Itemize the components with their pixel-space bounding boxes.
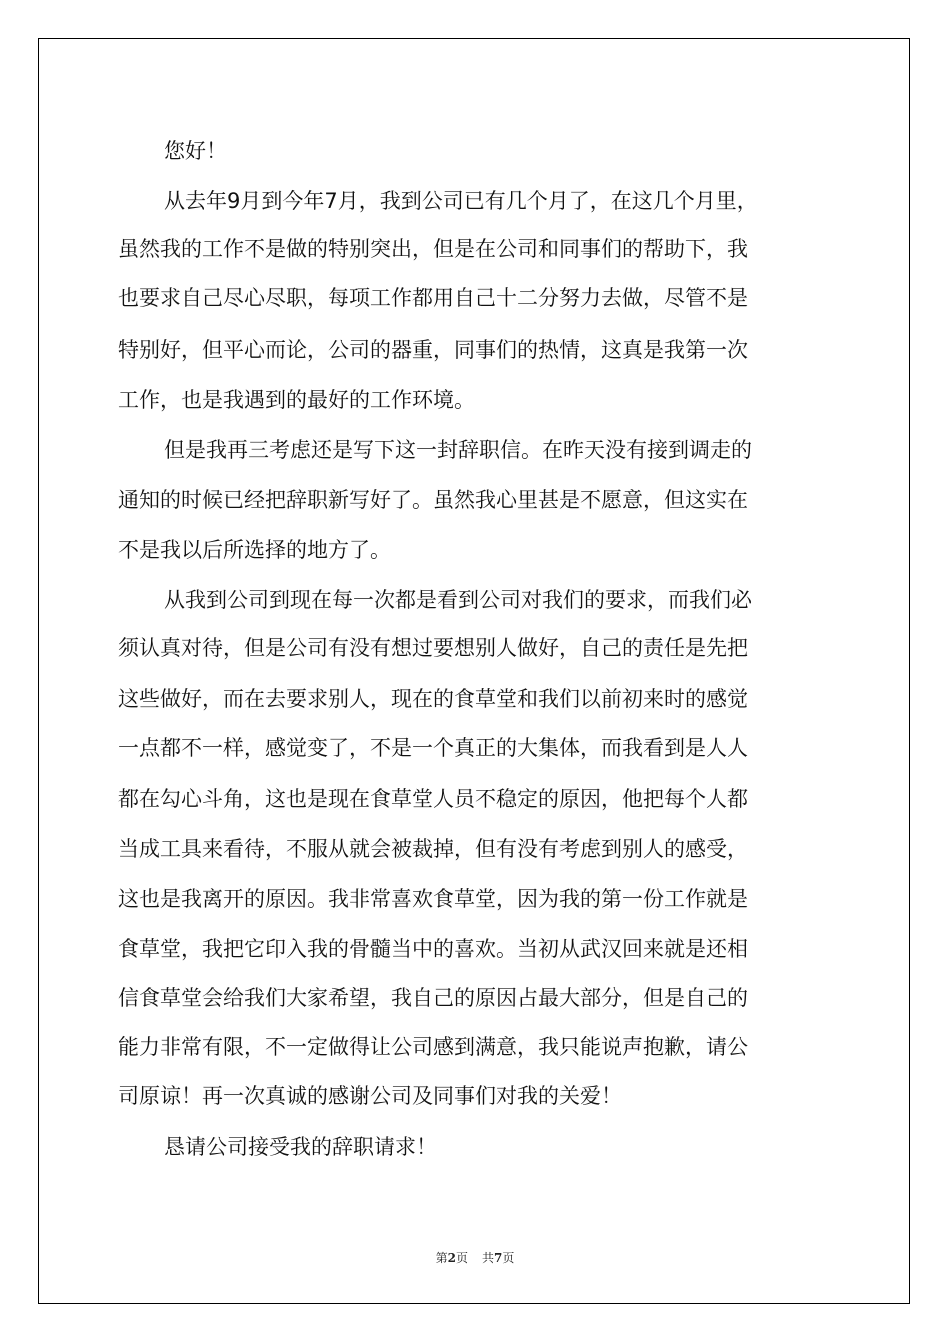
footer-prefix: 第 bbox=[435, 1251, 448, 1265]
text-line: 也要求自己尽心尽职，每项工作都用自己十二分努力去做，尽管不是 bbox=[118, 286, 748, 310]
text-line: 这也是我离开的原因。我非常喜欢食草堂，因为我的第一份工作就是 bbox=[118, 887, 748, 911]
text-line: 不是我以后所选择的地方了。 bbox=[118, 538, 391, 562]
text-line: 一点都不一样，感觉变了，不是一个真正的大集体，而我看到是人人 bbox=[118, 736, 748, 760]
text-line: 食草堂，我把它印入我的骨髓当中的喜欢。当初从武汉回来就是还相 bbox=[118, 937, 748, 961]
text-line: 从我到公司到现在每一次都是看到公司对我们的要求，而我们必 bbox=[164, 588, 752, 612]
footer-total-prefix: 共 bbox=[482, 1251, 495, 1265]
text-line: 工作，也是我遇到的最好的工作环境。 bbox=[118, 388, 475, 412]
text-line: 信食草堂会给我们大家希望，我自己的原因占最大部分，但是自己的 bbox=[118, 986, 748, 1010]
text-line: 这些做好，而在去要求别人，现在的食草堂和我们以前初来时的感觉 bbox=[118, 687, 748, 711]
page-footer bbox=[0, 1251, 950, 1265]
text-line: 特别好，但平心而论，公司的器重，同事们的热情，这真是我第一次 bbox=[118, 338, 748, 362]
text-line: 都在勾心斗角，这也是现在食草堂人员不稳定的原因，他把每个人都 bbox=[118, 787, 748, 811]
text-line: 能力非常有限，不一定做得让公司感到满意，我只能说声抱歉，请公 bbox=[118, 1035, 748, 1059]
text-line: 虽然我的工作不是做的特别突出，但是在公司和同事们的帮助下，我 bbox=[118, 237, 748, 261]
current-page-number: 2 bbox=[447, 1251, 456, 1265]
text-line: 司原谅！再一次真诚的感谢公司及同事们对我的关爱！ bbox=[118, 1084, 622, 1108]
text-line: 通知的时候已经把辞职新写好了。虽然我心里甚是不愿意，但这实在 bbox=[118, 488, 748, 512]
footer-total-suffix: 页 bbox=[502, 1251, 515, 1265]
text-line: 从去年9月到今年7月，我到公司已有几个月了，在这几个月里， bbox=[164, 189, 758, 213]
text-line: 须认真对待，但是公司有没有想过要想别人做好，自己的责任是先把 bbox=[118, 636, 748, 660]
total-pages-number: 7 bbox=[494, 1251, 503, 1265]
page-border bbox=[38, 38, 910, 1304]
footer-page-suffix: 页 bbox=[455, 1251, 468, 1265]
greeting: 您好！ bbox=[164, 139, 227, 163]
text-line: 但是我再三考虑还是写下这一封辞职信。在昨天没有接到调走的 bbox=[164, 438, 752, 462]
closing-line: 恳请公司接受我的辞职请求！ bbox=[164, 1135, 437, 1159]
text-line: 当成工具来看待，不服从就会被裁掉，但有没有考虑到别人的感受， bbox=[118, 837, 748, 861]
